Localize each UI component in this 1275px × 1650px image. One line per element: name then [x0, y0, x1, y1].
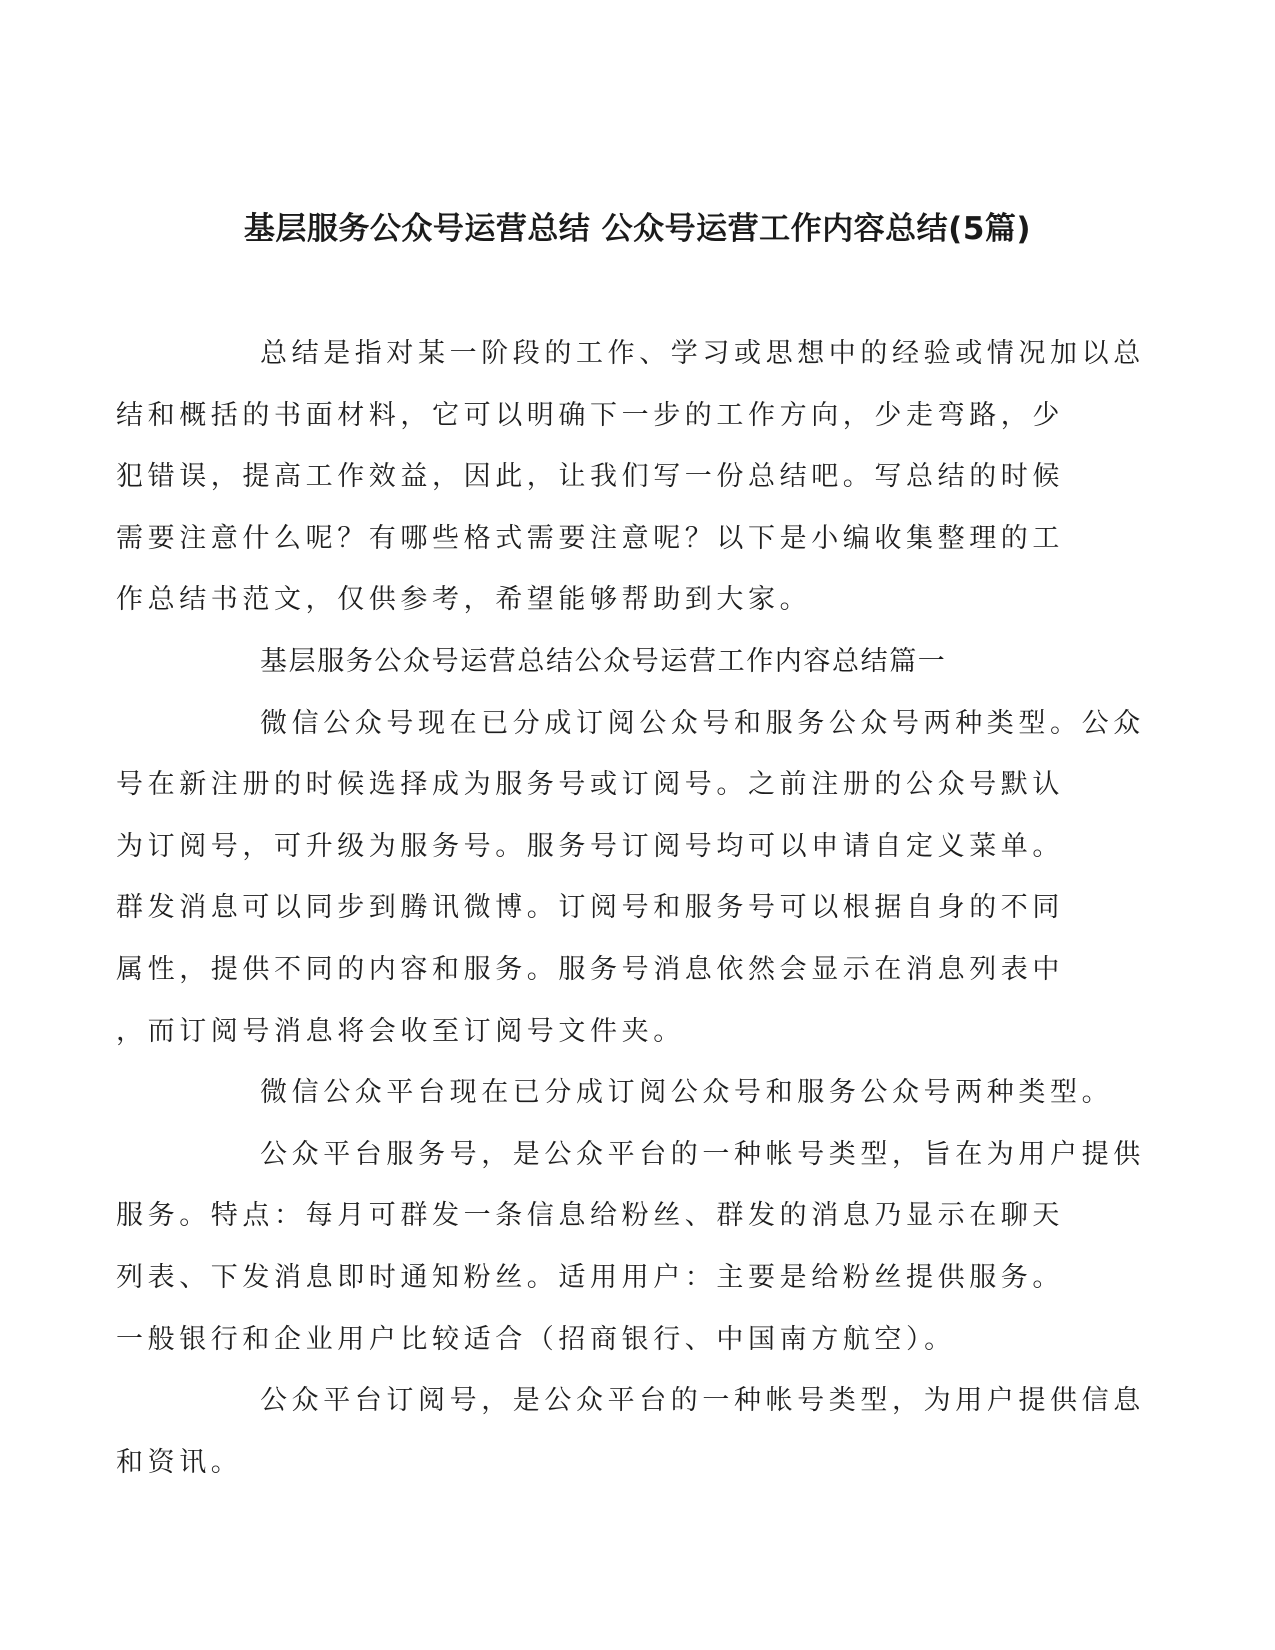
paragraph-line: 列表、下发消息即时通知粉丝。适用用户：主要是给粉丝提供服务。	[116, 1261, 1064, 1293]
paragraph-line: 公众平台服务号，是公众平台的一种帐号类型，旨在为用户提供	[260, 1138, 1145, 1170]
paragraph-line: 公众平台订阅号，是公众平台的一种帐号类型，为用户提供信息	[260, 1385, 1145, 1417]
body-paragraph-1	[116, 693, 1145, 1063]
body-paragraph-2	[188, 1062, 1114, 1124]
paragraph-line: 微信公众号现在已分成订阅公众号和服务公众号两种类型。公众	[260, 707, 1145, 739]
paragraph-line: 微信公众平台现在已分成订阅公众号和服务公众号两种类型。	[260, 1077, 1114, 1109]
section-heading: 基层服务公众号运营总结公众号运营工作内容总结篇一	[260, 645, 947, 677]
paragraph-line: 为订阅号，可升级为服务号。服务号订阅号均可以申请自定义菜单。	[116, 830, 1064, 862]
intro-paragraph	[116, 323, 1145, 631]
paragraph-line: 犯错误，提高工作效益，因此，让我们写一份总结吧。写总结的时候	[116, 461, 1064, 493]
paragraph-line: 属性，提供不同的内容和服务。服务号消息依然会显示在消息列表中	[116, 953, 1064, 985]
paragraph-line: 和资讯。	[116, 1446, 243, 1478]
body-paragraph-4	[116, 1370, 1145, 1493]
paragraph-line: ，而订阅号消息将会收至订阅号文件夹。	[116, 1015, 685, 1047]
paragraph-line: 一般银行和企业用户比较适合（招商银行、中国南方航空）。	[116, 1323, 956, 1355]
paragraph-line: 结和概括的书面材料，它可以明确下一步的工作方向，少走弯路，少	[116, 399, 1064, 431]
document-body	[116, 323, 1145, 1493]
paragraph-line: 作总结书范文，仅供参考，希望能够帮助到大家。	[116, 584, 812, 616]
paragraph-line: 需要注意什么呢？有哪些格式需要注意呢？以下是小编收集整理的工	[116, 522, 1064, 554]
paragraph-line: 服务。特点：每月可群发一条信息给粉丝、群发的消息乃显示在聊天	[116, 1200, 1064, 1232]
document-title: 基层服务公众号运营总结 公众号运营工作内容总结(5篇)	[243, 210, 1032, 247]
paragraph-line: 总结是指对某一阶段的工作、学习或思想中的经验或情况加以总	[260, 338, 1145, 369]
paragraph-line: 群发消息可以同步到腾讯微博。订阅号和服务号可以根据自身的不同	[116, 892, 1064, 924]
paragraph-line: 号在新注册的时候选择成为服务号或订阅号。之前注册的公众号默认	[116, 769, 1064, 801]
body-paragraph-3	[116, 1124, 1145, 1370]
